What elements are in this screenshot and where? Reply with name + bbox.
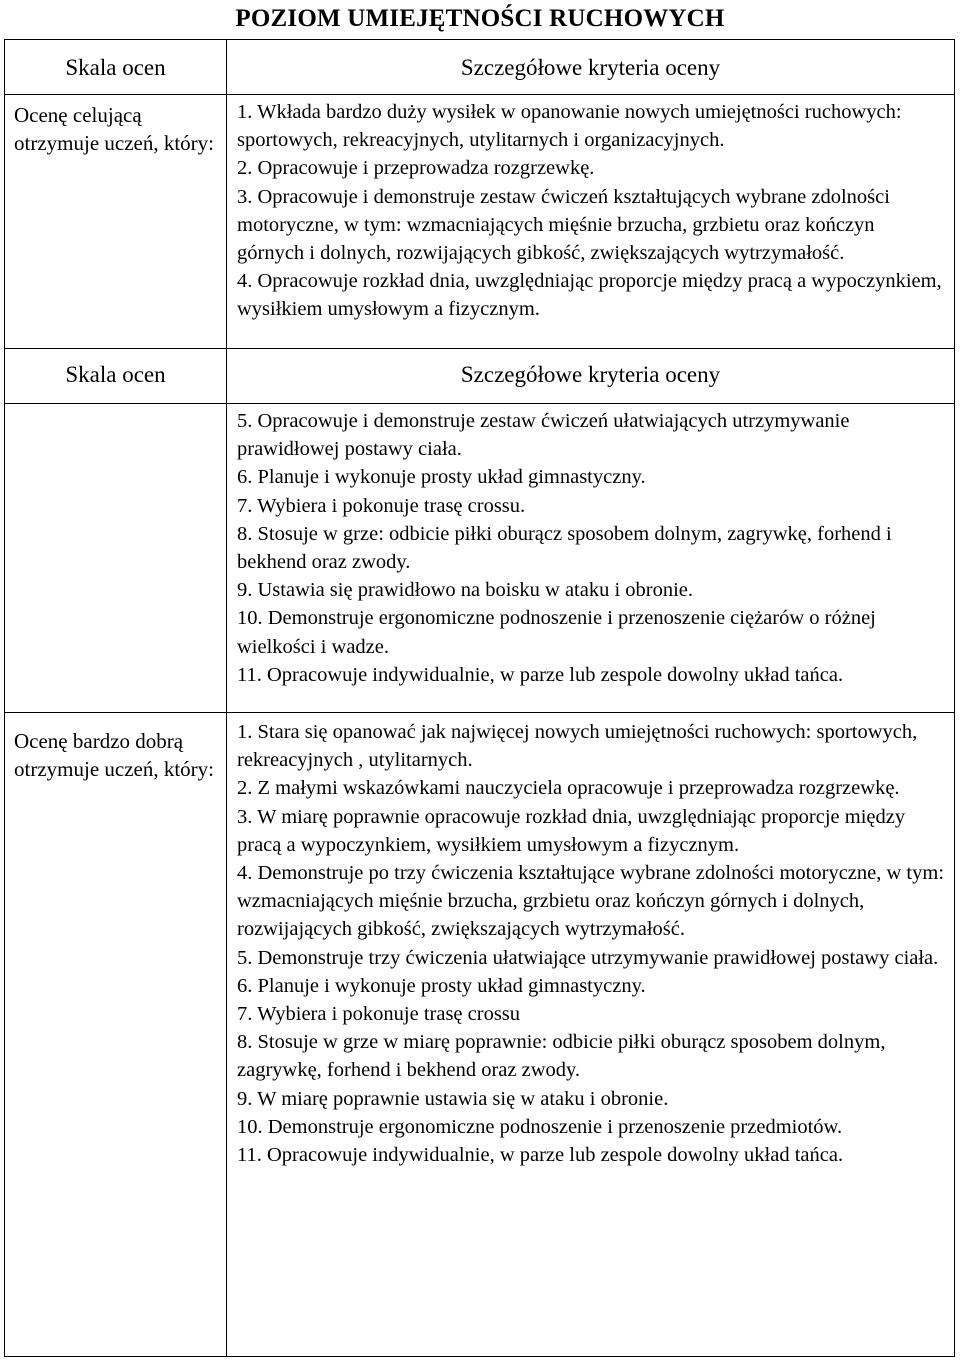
criterion-item: 2. Opracowuje i przeprowadza rozgrzewkę. — [237, 157, 595, 180]
criteria-cell-bardzo-dobra — [227, 713, 955, 1357]
criterion-item: 8. Stosuje w grze w miarę poprawnie: odbicie piłki oburącz sposobem dolnym, zagrywkę, forhend i bekhend oraz zwody. — [237, 1031, 886, 1082]
criteria-list — [227, 404, 954, 693]
criterion-item: 9. W miarę poprawnie ustawia się w ataku i obronie. — [237, 1087, 669, 1110]
criterion-item: 8. Stosuje w grze: odbicie piłki oburącz sposobem dolnym, zagrywkę, forhend i bekhend oraz zwody. — [237, 522, 892, 574]
criteria-cell-celujaca-2 — [227, 404, 955, 713]
criterion-item: 1. Stara się opanować jak najwięcej nowych umiejętności ruchowych: sportowych, rekreacyjnych , utylitarnych. — [237, 721, 918, 772]
criterion-item: 6. Planuje i wykonuje prosty układ gimnastyczny. — [237, 466, 646, 489]
bardzo-dobra-row — [5, 713, 955, 1357]
criteria-list — [227, 713, 954, 1173]
criteria-cell-celujaca-1 — [227, 95, 955, 349]
criterion-item: 3. W miarę poprawnie opracowuje rozkład dnia, uwzględniając proporcje między pracą a wypoczynkiem, wysiłkiem umysłowym a fizycznym. — [237, 805, 906, 856]
grade-cell-empty — [5, 404, 227, 713]
criterion-item: 7. Wybiera i pokonuje trasę crossu — [237, 1003, 521, 1026]
celujaca-continued-row — [5, 404, 955, 713]
criterion-item: 11. Opracowuje indywidualnie, w parze lub zespole dowolny układ tańca. — [237, 663, 844, 686]
criteria-header-cell — [227, 40, 955, 95]
criteria-header-cell — [227, 349, 955, 404]
grade-cell-celujaca — [5, 95, 227, 349]
criterion-item: 1. Wkłada bardzo duży wysiłek w opanowanie nowych umiejętności ruchowych: sportowych, rekreacyjnych, utylitarnych i organizacyjnych. — [237, 101, 902, 152]
criterion-item: 6. Planuje i wykonuje prosty układ gimnastyczny. — [237, 974, 646, 997]
criterion-item: 9. Ustawia się prawidłowo na boisku w ataku i obronie. — [237, 579, 694, 602]
criterion-item: 10. Demonstruje ergonomiczne podnoszenie i przenoszenie przedmiotów. — [237, 1115, 843, 1138]
criteria-header: Szczegółowe kryteria oceny — [460, 55, 721, 80]
scale-header-cell — [5, 349, 227, 404]
celujaca-row — [5, 95, 955, 349]
criterion-item: 10. Demonstruje ergonomiczne podnoszenie i przenoszenie ciężarów o różnej wielkości i wadze. — [237, 607, 876, 658]
criteria-table — [4, 39, 955, 1357]
header-row — [5, 349, 955, 404]
criterion-item: 4. Demonstruje po trzy ćwiczenia kształtujące wybrane zdolności motoryczne, w tym: wzmacniających mięśnie brzucha, grzbietu oraz kończyn górnych i dolnych, rozwijających gibkość, zwiększających wytrzymałość. — [237, 862, 945, 941]
criterion-item: 4. Opracowuje rozkład dnia, uwzględniając proporcje między pracą a wypoczynkiem, wysiłkiem umysłowym a fizycznym. — [237, 270, 942, 321]
criterion-item: 5. Demonstruje trzy ćwiczenia ułatwiające utrzymywanie prawidłowej postawy ciała. — [237, 946, 939, 969]
criterion-item: 2. Z małymi wskazówkami nauczyciela opracowuje i przeprowadza rozgrzewkę. — [237, 777, 900, 800]
criteria-list — [227, 95, 954, 328]
scale-header-cell — [5, 40, 227, 95]
criteria-header: Szczegółowe kryteria oceny — [460, 362, 721, 387]
criterion-item: 3. Opracowuje i demonstruje zestaw ćwiczeń kształtujących wybrane zdolności motoryczne, w tym: wzmacniających mięśnie brzucha, grzbietu oraz kończyn górnych i dolnych, rozwijających gibkość, zwiększających wytrzymałość. — [237, 185, 890, 265]
scale-header: Skala ocen — [65, 55, 166, 80]
criterion-item: 5. Opracowuje i demonstruje zestaw ćwiczeń ułatwiających utrzymywanie prawidłowej postawy ciała. — [237, 410, 850, 461]
criterion-item: 7. Wybiera i pokonuje trasę crossu. — [237, 494, 526, 517]
grade-cell-bardzo-dobra — [5, 713, 227, 1357]
header-row — [5, 40, 955, 95]
scale-header: Skala ocen — [65, 362, 166, 387]
criterion-item: 11. Opracowuje indywidualnie, w parze lub zespole dowolny układ tańca. — [237, 1144, 844, 1167]
document-title: POZIOM UMIEJĘTNOŚCI RUCHOWYCH — [235, 5, 725, 32]
grade-celujaca-label: Ocenę celującą otrzymuje uczeń, który: — [14, 103, 215, 155]
grade-bardzo-dobra-label: Ocenę bardzo dobrą otrzymuje uczeń, który: — [14, 729, 215, 781]
